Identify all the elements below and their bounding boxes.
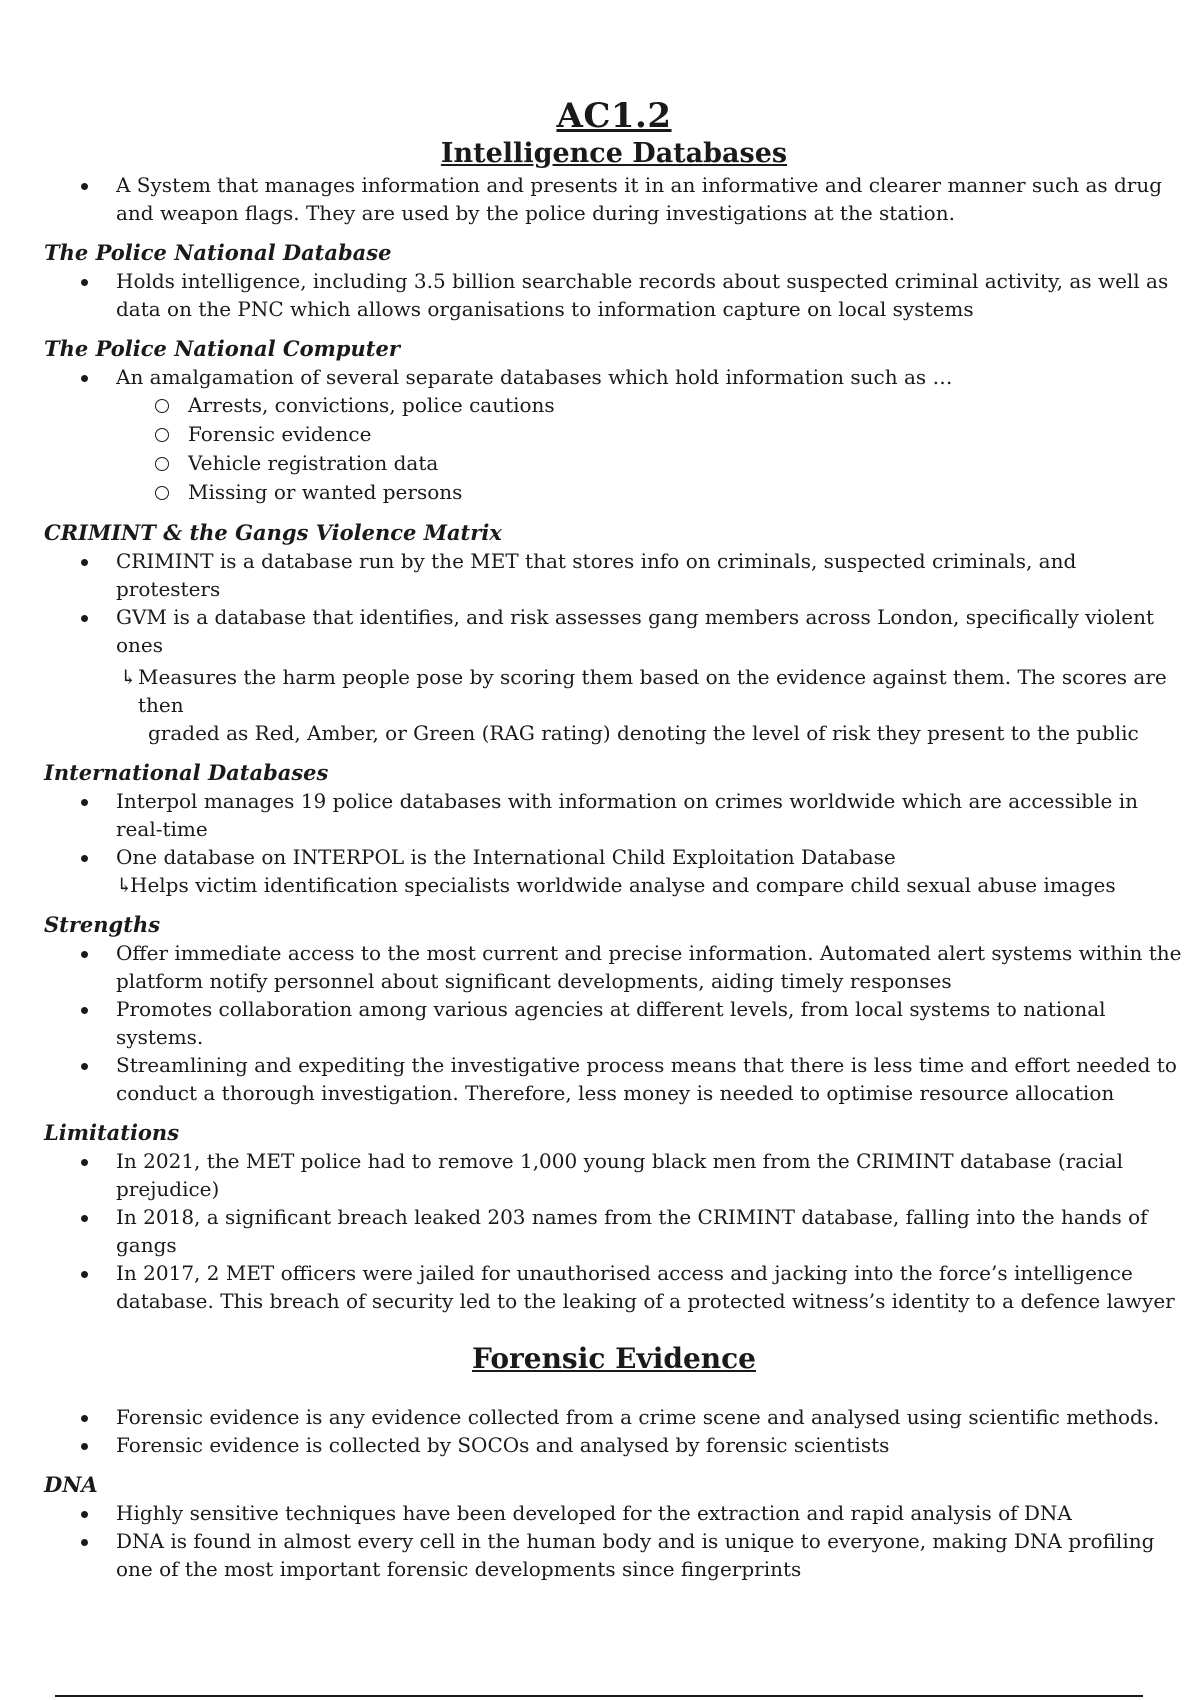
interpol-note-text: Helps victim identification specialists worldwide analyse and compare child sexual abuse images: [130, 873, 1116, 897]
list-item: Highly sensitive techniques have been developed for the extraction and rapid analysis of DNA: [44, 1499, 1184, 1527]
heading-pnd: The Police National Database: [44, 240, 392, 265]
list-item: Interpol manages 19 police databases with information on crimes worldwide which are accessible in real-time: [44, 787, 1184, 843]
section-heading-forensic-evidence: Forensic Evidence: [471, 1342, 756, 1375]
sublist-item: Arrests, convictions, police cautions: [44, 391, 1184, 420]
arrow-icon: ↳: [120, 665, 137, 689]
dna-list: [44, 1499, 1184, 1583]
list-item: Promotes collaboration among various agencies at different levels, from local systems to national systems.: [44, 995, 1184, 1051]
list-item: DNA is found in almost every cell in the human body and is unique to everyone, making DNA profiling one of the most important forensic developments since fingerprints: [44, 1527, 1184, 1583]
heading-pnc: The Police National Computer: [44, 336, 400, 361]
heading-limitations: Limitations: [44, 1120, 180, 1145]
intro-list: [44, 171, 1184, 227]
heading-crimint: CRIMINT & the Gangs Violence Matrix: [44, 520, 502, 545]
title-block: [44, 95, 1184, 171]
list-item: In 2021, the MET police had to remove 1,000 young black men from the CRIMINT database (racial prejudice): [44, 1147, 1184, 1203]
sublist-item: Vehicle registration data: [44, 449, 1184, 478]
page-title: AC1.2: [556, 96, 672, 136]
limitations-list: [44, 1147, 1184, 1315]
heading-international: International Databases: [44, 760, 329, 785]
heading-dna: DNA: [44, 1472, 98, 1497]
document-page: [44, 95, 1184, 1583]
international-list: [44, 787, 1184, 871]
pnc-list: [44, 363, 1184, 391]
list-item: GVM is a database that identifies, and risk assesses gang members across London, specifically violent ones: [44, 603, 1184, 659]
list-item: Offer immediate access to the most current and precise information. Automated alert systems within the platform notify personnel about significant developments, aiding timely responses: [44, 939, 1184, 995]
section-heading-intelligence-databases: Intelligence Databases: [440, 138, 788, 169]
heading-strengths: Strengths: [44, 912, 161, 937]
list-item: One database on INTERPOL is the International Child Exploitation Database: [44, 843, 1184, 871]
list-item: In 2017, 2 MET officers were jailed for unauthorised access and jacking into the force’s intelligence database. This breach of security led to the leaking of a protected witness’s identity to a defence lawyer: [44, 1259, 1184, 1315]
gvm-note-continued: [44, 719, 1184, 747]
sublist-item: Missing or wanted persons: [44, 478, 1184, 507]
forensic-title-block: [44, 1341, 1184, 1377]
interpol-note: [44, 871, 1184, 899]
footer-rule: [55, 1695, 1143, 1697]
list-item: In 2018, a significant breach leaked 203 names from the CRIMINT database, falling into the hands of gangs: [44, 1203, 1184, 1259]
strengths-list: [44, 939, 1184, 1107]
list-item: CRIMINT is a database run by the MET that stores info on criminals, suspected criminals, and protesters: [44, 547, 1184, 603]
pnc-sublist: [44, 391, 1184, 507]
list-item: An amalgamation of several separate databases which hold information such as …: [44, 363, 1184, 391]
sublist-item: Forensic evidence: [44, 420, 1184, 449]
list-item: A System that manages information and presents it in an informative and clearer manner such as drug and weapon flags. They are used by the police during investigations at the station.: [44, 171, 1184, 227]
list-item: Holds intelligence, including 3.5 billion searchable records about suspected criminal activity, as well as data on the PNC which allows organisations to information capture on local systems: [44, 267, 1184, 323]
arrow-icon: ↳: [116, 873, 133, 897]
pnd-list: [44, 267, 1184, 323]
gvm-note-line1: Measures the harm people pose by scoring them based on the evidence against them. The scores are then: [138, 665, 1167, 717]
gvm-note: [44, 663, 1184, 719]
list-item: Streamlining and expediting the investigative process means that there is less time and effort needed to conduct a thorough investigation. Therefore, less money is needed to optimise resource allocation: [44, 1051, 1184, 1107]
crimint-list: [44, 547, 1184, 659]
list-item: Forensic evidence is collected by SOCOs and analysed by forensic scientists: [44, 1431, 1184, 1459]
forensic-list: [44, 1403, 1184, 1459]
list-item: Forensic evidence is any evidence collected from a crime scene and analysed using scientific methods.: [44, 1403, 1184, 1431]
gvm-note-line2: graded as Red, Amber, or Green (RAG rating) denoting the level of risk they present to the public: [148, 721, 1139, 745]
